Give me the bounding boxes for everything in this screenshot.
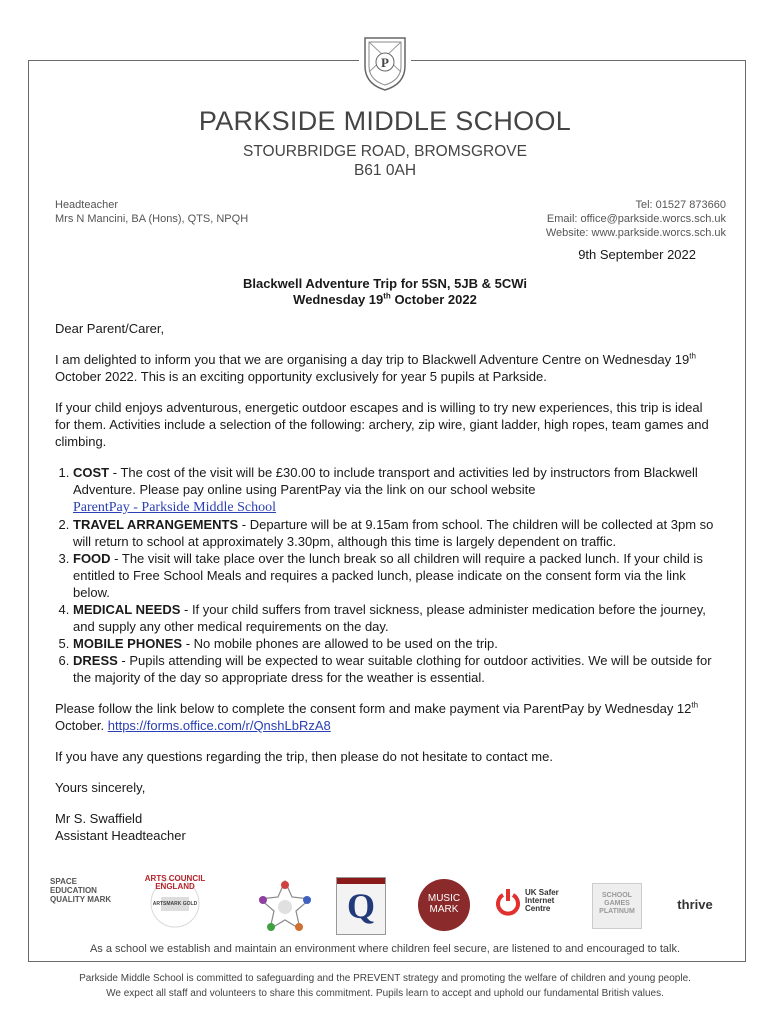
- title-line-2: Wednesday 19th October 2022: [293, 291, 477, 307]
- headteacher-name: Mrs N Mancini, BA (Hons), QTS, NPQH: [55, 213, 249, 225]
- school-name: PARKSIDE MIDDLE SCHOOL: [198, 106, 572, 136]
- list-item-dress: 6. DRESS - Pupils attending will be expected to wear suitable clothing for outdoor activities. We will be outside for the majority of the day so appropriate dress for the weather is essential.: [73, 652, 720, 686]
- headteacher-block: [55, 198, 248, 226]
- paragraph-questions: If you have any questions regarding the trip, then please do not hesitate to contact me.: [55, 749, 553, 764]
- parentpay-link[interactable]: ParentPay - Parkside Middle School: [73, 500, 276, 515]
- contact-email: Email: office@parkside.worcs.sch.uk: [546, 213, 726, 225]
- school-crest: [359, 32, 411, 94]
- star-badge-logo: [255, 877, 315, 933]
- closing: Yours sincerely,: [55, 780, 146, 795]
- power-icon: [495, 887, 521, 917]
- contact-tel: Tel: 01527 873660: [635, 199, 726, 211]
- school-games-logo: SCHOOL GAMES PLATINUM: [592, 883, 642, 929]
- contact-block: [546, 198, 726, 240]
- space-education-logo: SPACE EDUCATION QUALITY MARK: [50, 877, 112, 904]
- letter-body: [55, 320, 720, 844]
- title-line-1: Blackwell Adventure Trip for 5SN, 5JB & 5CWi: [242, 276, 528, 291]
- footer-line-1: Parkside Middle School is committed to safeguarding and the PREVENT strategy and promoting the welfare of children and young people.: [79, 973, 691, 984]
- svg-text:P: P: [381, 55, 389, 70]
- school-motto: As a school we establish and maintain an environment where children feel secure, are listened to and encouraged to talk.: [89, 943, 681, 955]
- signatory-name: Mr S. Swaffield: [55, 811, 143, 826]
- star-badge-icon: [255, 877, 315, 933]
- signature-block: [55, 810, 720, 844]
- list-item-medical: 4. MEDICAL NEEDS - If your child suffers from travel sickness, please administer medication before the journey, and supply any other medical requirements on the day.: [73, 601, 720, 635]
- uk-safer-internet-logo: UK Safer Internet Centre: [495, 887, 575, 927]
- address-line-1: STOURBRIDGE ROAD, BROMSGROVE: [243, 143, 527, 160]
- list-item-food: 3. FOOD - The visit will take place over the lunch break so all children will require a packed lunch. If your child is entitled to Free School Meals and requires a packed lunch, please indicate on the consent form via the link below.: [73, 550, 720, 601]
- music-mark-logo: MUSIC MARK: [418, 879, 470, 931]
- arts-council-logo: ARTS COUNCIL ENGLAND ARTSMARK GOLD: [135, 873, 215, 933]
- address-line-2: B61 0AH: [353, 162, 417, 179]
- salutation: Dear Parent/Carer,: [55, 321, 165, 336]
- details-list: [55, 464, 720, 686]
- list-item-travel: 2. TRAVEL ARRANGEMENTS - Departure will be at 9.15am from school. The children will be collected at 3pm so will return to school at approximately 3.30pm, although this time is largely dependent on traffic.: [73, 516, 720, 550]
- accreditation-logos: [40, 873, 730, 935]
- letter-title: [0, 276, 770, 308]
- letter-date: 9th September 2022: [578, 247, 696, 262]
- q-quality-logo: Q: [336, 877, 386, 935]
- footer-line-2: We expect all staff and volunteers to share this commitment. Pupils learn to accept and uphold our fundamental British values.: [106, 988, 664, 999]
- contact-website: Website: www.parkside.worcs.sch.uk: [545, 227, 726, 239]
- paragraph-activities: If your child enjoys adventurous, energetic outdoor escapes and is willing to try new experiences, this trip is ideal for them. Activities include a selection of the following: archery, zip wire, giant ladder, high ropes, team games and climbing.: [55, 400, 709, 449]
- paragraph-consent: Please follow the link below to complete the consent form and make payment via ParentPay by Wednesday 12th October. https://forms.office.com/r/QnshLbRzA8: [55, 700, 699, 733]
- thrive-logo: thrive: [677, 897, 713, 912]
- list-item-cost: 1. COST - The cost of the visit will be £30.00 to include transport and activities led by instructors from Blackwell Adventure. Please pay online using ParentPay via the link on our school website ParentPay - Parkside Middle School: [73, 464, 720, 516]
- paragraph-intro: I am delighted to inform you that we are organising a day trip to Blackwell Adventure Centre on Wednesday 19th October 2022. This is an exciting opportunity exclusively for year 5 pupils at Parkside.: [55, 351, 696, 384]
- list-item-phones: 5. MOBILE PHONES - No mobile phones are allowed to be used on the trip.: [73, 635, 720, 652]
- consent-form-link[interactable]: https://forms.office.com/r/QnshLbRzA8: [107, 718, 331, 733]
- crest-shield-icon: [359, 32, 411, 94]
- headteacher-label: Headteacher: [55, 199, 118, 211]
- signatory-role: Assistant Headteacher: [55, 828, 186, 843]
